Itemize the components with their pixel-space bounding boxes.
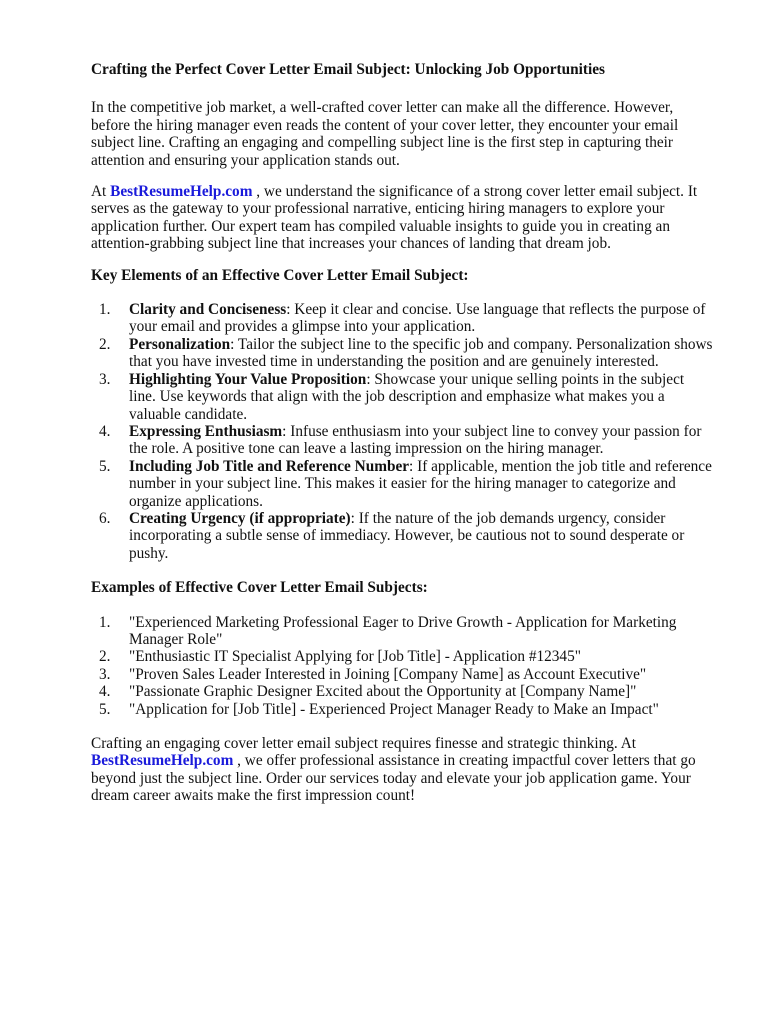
list-number: 3. (99, 370, 111, 388)
list-item (91, 666, 713, 683)
list-term: Personalization (129, 335, 231, 353)
examples-heading: Examples of Effective Cover Letter Email Subjects: (91, 579, 428, 597)
list-item (91, 683, 713, 700)
about-text: , we understand the significance of a strong cover letter email subject. It serves as the gateway to your professional narrative, enticing hiring managers to explore your application further. Our expert team has compiled valuable insights to guide you in creating an attention-grabbing subject line that increases your chances of landing that dream job. (91, 183, 698, 253)
key-elements-heading: Key Elements of an Effective Cover Letter Email Subject: (91, 266, 469, 284)
example-text: "Passionate Graphic Designer Excited about the Opportunity at [Company Name]" (129, 683, 637, 701)
list-item (91, 458, 713, 510)
list-item (91, 423, 713, 458)
closing-prefix: Crafting an engaging cover letter email subject requires finesse and strategic thinking. At (91, 735, 636, 752)
list-item (91, 301, 713, 336)
examples-list (91, 614, 713, 718)
list-term: Expressing Enthusiasm (129, 422, 283, 440)
list-item (91, 701, 713, 718)
list-number: 2. (99, 648, 111, 666)
list-text: : Showcase your unique selling points in the subject line. Use keywords that align with the job description and emphasize what makes you a valuable candidate. (129, 370, 685, 423)
key-elements-list (91, 301, 713, 562)
list-item (91, 510, 713, 562)
list-text: : Keep it clear and concise. Use language that reflects the purpose of your email and provides a glimpse into your application. (129, 301, 706, 336)
list-item (91, 614, 713, 649)
intro-paragraph: In the competitive job market, a well-crafted cover letter can make all the difference. However, before the hiring manager even reads the content of your cover letter, they encounter your email subject line. Crafting an engaging and compelling subject line is the first step in capturing their attention and ensuring your application stands out. (91, 99, 679, 169)
list-item (91, 648, 713, 665)
list-number: 2. (99, 335, 111, 353)
about-paragraph (91, 183, 713, 253)
list-term: Highlighting Your Value Proposition (129, 370, 367, 388)
closing-text: , we offer professional assistance in creating impactful cover letters that go beyond just the subject line. Order our services today and elevate your job application game. Your dream career awaits make the first impression count! (91, 752, 696, 805)
list-number: 4. (99, 683, 111, 701)
list-number: 5. (99, 700, 111, 718)
list-term: Including Job Title and Reference Number (129, 457, 410, 475)
list-number: 6. (99, 509, 111, 527)
list-number: 4. (99, 422, 111, 440)
example-text: "Application for [Job Title] - Experienced Project Manager Ready to Make an Impact" (129, 700, 659, 718)
list-item (91, 371, 713, 423)
list-term: Clarity and Conciseness (129, 301, 287, 319)
list-number: 1. (99, 613, 111, 631)
example-text: "Experienced Marketing Professional Eager to Drive Growth - Application for Marketing Manager Role" (129, 613, 677, 648)
list-text: : If the nature of the job demands urgency, consider incorporating a subtle sense of immediacy. However, be cautious not to sound desperate or pushy. (129, 509, 685, 562)
list-text: : Infuse enthusiasm into your subject line to convey your passion for the role. A positive tone can leave a lasting impression on the hiring manager. (129, 422, 702, 458)
list-item (91, 336, 713, 371)
list-text: : If applicable, mention the job title and reference number in your subject line. This makes it easier for the hiring manager to categorize and organize applications. (129, 457, 712, 510)
bestresumehelp-link[interactable]: BestResumeHelp.com (91, 752, 234, 770)
example-text: "Proven Sales Leader Interested in Joining [Company Name] as Account Executive" (129, 665, 647, 683)
list-text: : Tailor the subject line to the specific job and company. Personalization shows that you have invested time in understanding the position and are genuinely interested. (129, 335, 713, 371)
list-number: 3. (99, 665, 111, 683)
document-title: Crafting the Perfect Cover Letter Email Subject: Unlocking Job Opportunities (91, 61, 605, 78)
list-number: 1. (99, 301, 111, 319)
example-text: "Enthusiastic IT Specialist Applying for [Job Title] - Application #12345" (129, 648, 581, 666)
about-prefix: At (91, 183, 111, 201)
closing-paragraph (91, 735, 713, 805)
list-number: 5. (99, 457, 111, 475)
list-term: Creating Urgency (if appropriate) (129, 509, 351, 527)
document-page (91, 52, 713, 819)
bestresumehelp-link[interactable]: BestResumeHelp.com (110, 183, 253, 201)
